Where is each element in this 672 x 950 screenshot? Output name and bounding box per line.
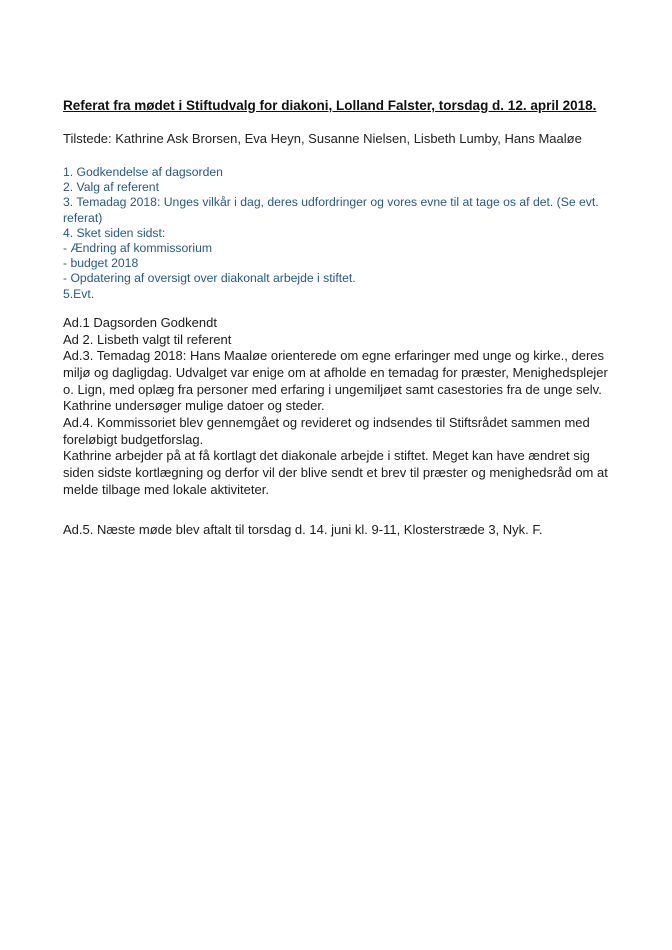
minutes-paragraph: Ad.3. Temadag 2018: Hans Maaløe orienterede om egne erfaringer med unge og kirke., deres miljø og dagligdag. Udvalget var enige om at afholde en temadag for præster, Menighedsplejer o. Lign, med oplæg fra personer med erfaring i ungemiljøet samt casestories fra de unge selv. Kathrine undersøger mulige datoer og steder. — [63, 348, 608, 414]
next-meeting-line: Ad.5. Næste møde blev aftalt til torsdag d. 14. juni kl. 9-11, Klosterstræde 3, Nyk. F. — [63, 521, 543, 537]
agenda-subitem: - Ændring af kommissorium — [63, 241, 212, 256]
minutes-paragraph: Ad.1 Dagsorden Godkendt — [63, 314, 217, 330]
attendees-line: Tilstede: Kathrine Ask Brorsen, Eva Heyn, Susanne Nielsen, Lisbeth Lumby, Hans Maaløe — [63, 131, 582, 146]
agenda-item: 4. Sket siden sidst: — [63, 225, 166, 240]
minutes-paragraph: Kathrine arbejder på at få kortlagt det diakonale arbejde i stiftet. Meget kan have ændret sig siden sidste kortlægning og derfor vil der blive sendt et brev til præster og menighedsråd om at melde tilbage med lokale aktiviteter. — [63, 448, 608, 497]
agenda-item: 5.Evt. — [63, 286, 95, 301]
minutes-paragraph: Ad.4. Kommissoriet blev gennemgået og revideret og indsendes til Stiftsrådet sammen med foreløbigt budgetforslag. — [63, 415, 590, 447]
agenda-item: 3. Temadag 2018: Unges vilkår i dag, deres udfordringer og vores evne til at tage os af det. (Se evt. referat) — [63, 195, 599, 225]
agenda-item: 1. Godkendelse af dagsorden — [63, 165, 223, 179]
agenda-subitem: - budget 2018 — [63, 256, 139, 271]
minutes-paragraph: Ad 2. Lisbeth valgt til referent — [63, 331, 232, 347]
agenda-subitem: - Opdatering af oversigt over diakonalt arbejde i stiftet. — [63, 271, 356, 286]
minutes-body — [63, 315, 610, 538]
agenda-list — [63, 165, 610, 302]
agenda-item: 2. Valg af referent — [63, 180, 159, 195]
document-title: Referat fra mødet i Stiftudvalg for diakoni, Lolland Falster, torsdag d. 12. april 2018. — [63, 98, 597, 113]
